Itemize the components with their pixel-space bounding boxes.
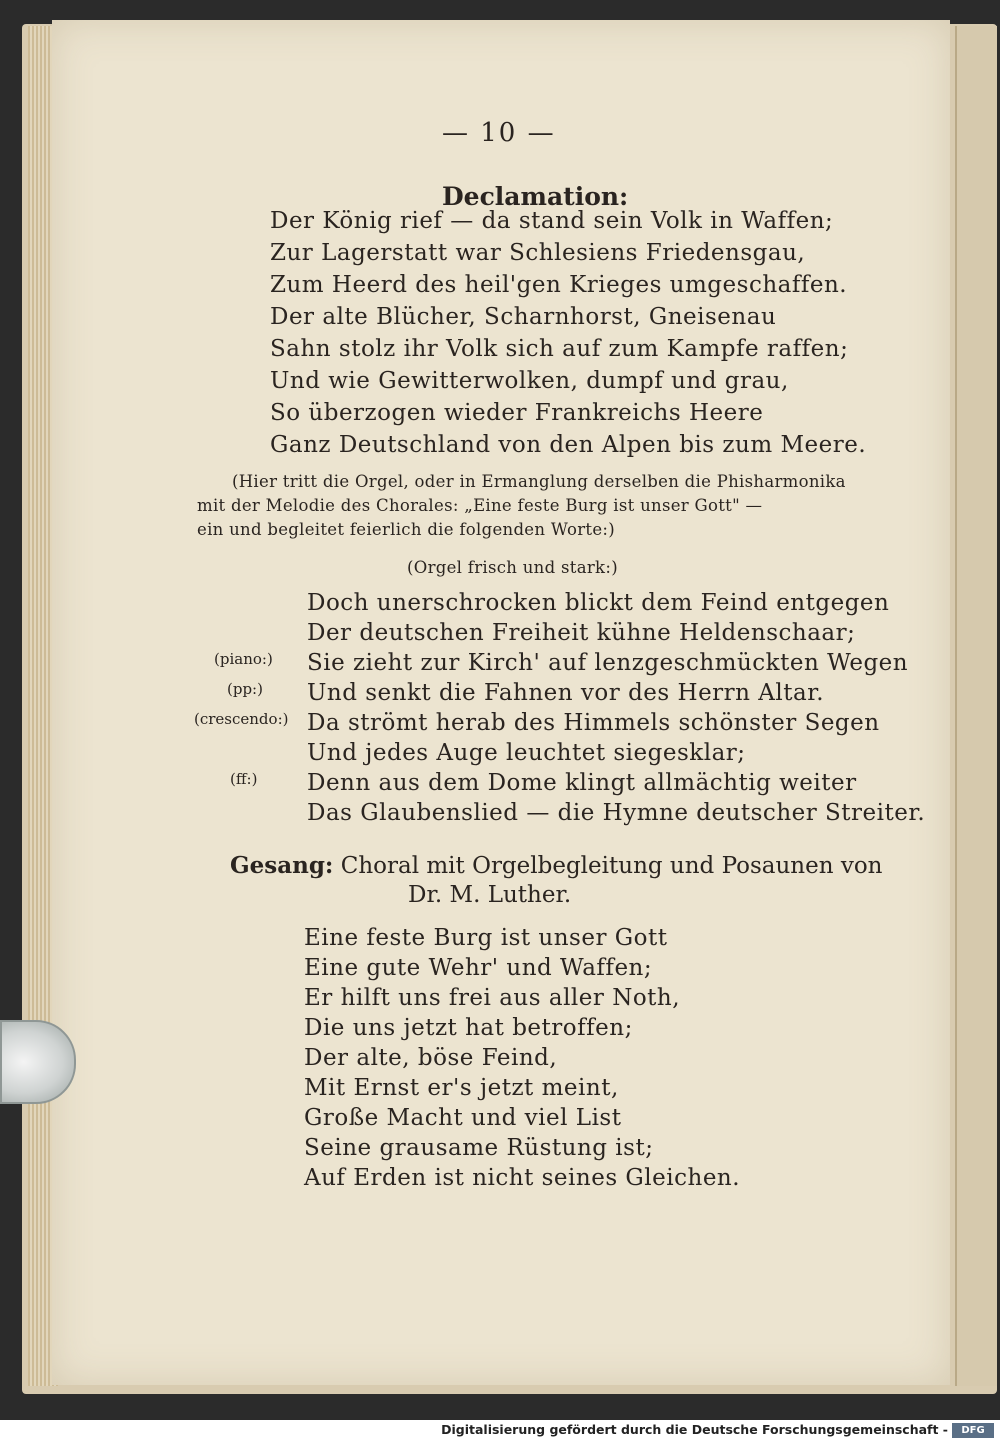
verse-line: So überzogen wieder Frankreichs Heere: [270, 400, 764, 426]
verse-line: Zum Heerd des heil'gen Krieges umgeschaffen.: [270, 272, 848, 298]
next-page-edge: [955, 26, 997, 1386]
verse-line: Der alte Blücher, Scharnhorst, Gneisenau: [270, 304, 777, 330]
verse-line: Und wie Gewitterwolken, dumpf und grau,: [270, 368, 789, 394]
gesang-label: Gesang:: [230, 852, 334, 879]
verse-line: Und senkt die Fahnen vor des Herrn Altar.: [307, 680, 824, 706]
book-page: [52, 20, 950, 1385]
verse-line: Der deutschen Freiheit kühne Heldenschaar;: [307, 620, 856, 646]
verse-line: Und jedes Auge leuchtet siegesklar;: [307, 740, 746, 766]
verse-line: Ganz Deutschland von den Alpen bis zum Meere.: [270, 432, 867, 458]
gesang-author: Dr. M. Luther.: [408, 882, 572, 908]
hymn-line: Die uns jetzt hat betroffen;: [304, 1015, 633, 1041]
gesang-description: Choral mit Orgelbegleitung und Posaunen von: [340, 853, 883, 879]
section-heading: Declamation:: [442, 182, 629, 211]
digitization-credit: Digitalisierung gefördert durch die Deutsche Forschungsgemeinschaft -: [441, 1422, 948, 1437]
verse-line: Doch unerschrocken blickt dem Feind entgegen: [307, 590, 890, 616]
verse-line: Zur Lagerstatt war Schlesiens Friedensgau,: [270, 240, 806, 266]
hymn-line: Er hilft uns frei aus aller Noth,: [304, 985, 681, 1011]
hymn-line: Seine grausame Rüstung ist;: [304, 1135, 654, 1161]
hymn-line: Eine gute Wehr' und Waffen;: [304, 955, 653, 981]
stage-direction-line: mit der Melodie des Chorales: „Eine feste Burg ist unser Gott" —: [197, 496, 763, 515]
footer-bar: [0, 1420, 1000, 1441]
hymn-line: Eine feste Burg ist unser Gott: [304, 925, 668, 951]
verse-line: Denn aus dem Dome klingt allmächtig weiter: [307, 770, 857, 796]
verse-line: Der König rief — da stand sein Volk in Waffen;: [270, 208, 834, 234]
verse-line: Das Glaubenslied — die Hymne deutscher Streiter.: [307, 800, 926, 826]
hymn-line: Große Macht und viel List: [304, 1105, 622, 1131]
dynamic-marking: (ff:): [230, 770, 258, 788]
organ-direction: (Orgel frisch und stark:): [407, 558, 618, 577]
verse-line: Da strömt herab des Himmels schönster Segen: [307, 710, 880, 736]
dynamic-marking: (crescendo:): [194, 710, 289, 728]
hymn-line: Auf Erden ist nicht seines Gleichen.: [304, 1165, 741, 1191]
verse-line: Sahn stolz ihr Volk sich auf zum Kampfe raffen;: [270, 336, 849, 362]
dfg-logo: DFG: [952, 1423, 994, 1438]
page-number: — 10 —: [442, 118, 556, 148]
hymn-line: Mit Ernst er's jetzt meint,: [304, 1075, 619, 1101]
page-clip: [0, 1020, 76, 1104]
dynamic-marking: (piano:): [214, 650, 273, 668]
verse-line: Sie zieht zur Kirch' auf lenzgeschmückten Wegen: [307, 650, 909, 676]
hymn-line: Der alte, böse Feind,: [304, 1045, 558, 1071]
stage-direction-line: ein und begleitet feierlich die folgenden Worte:): [197, 520, 615, 539]
stage-direction-line: (Hier tritt die Orgel, oder in Ermanglung derselben die Phisharmonika: [232, 472, 846, 491]
gesang-heading: [230, 852, 883, 879]
dynamic-marking: (pp:): [227, 680, 263, 698]
